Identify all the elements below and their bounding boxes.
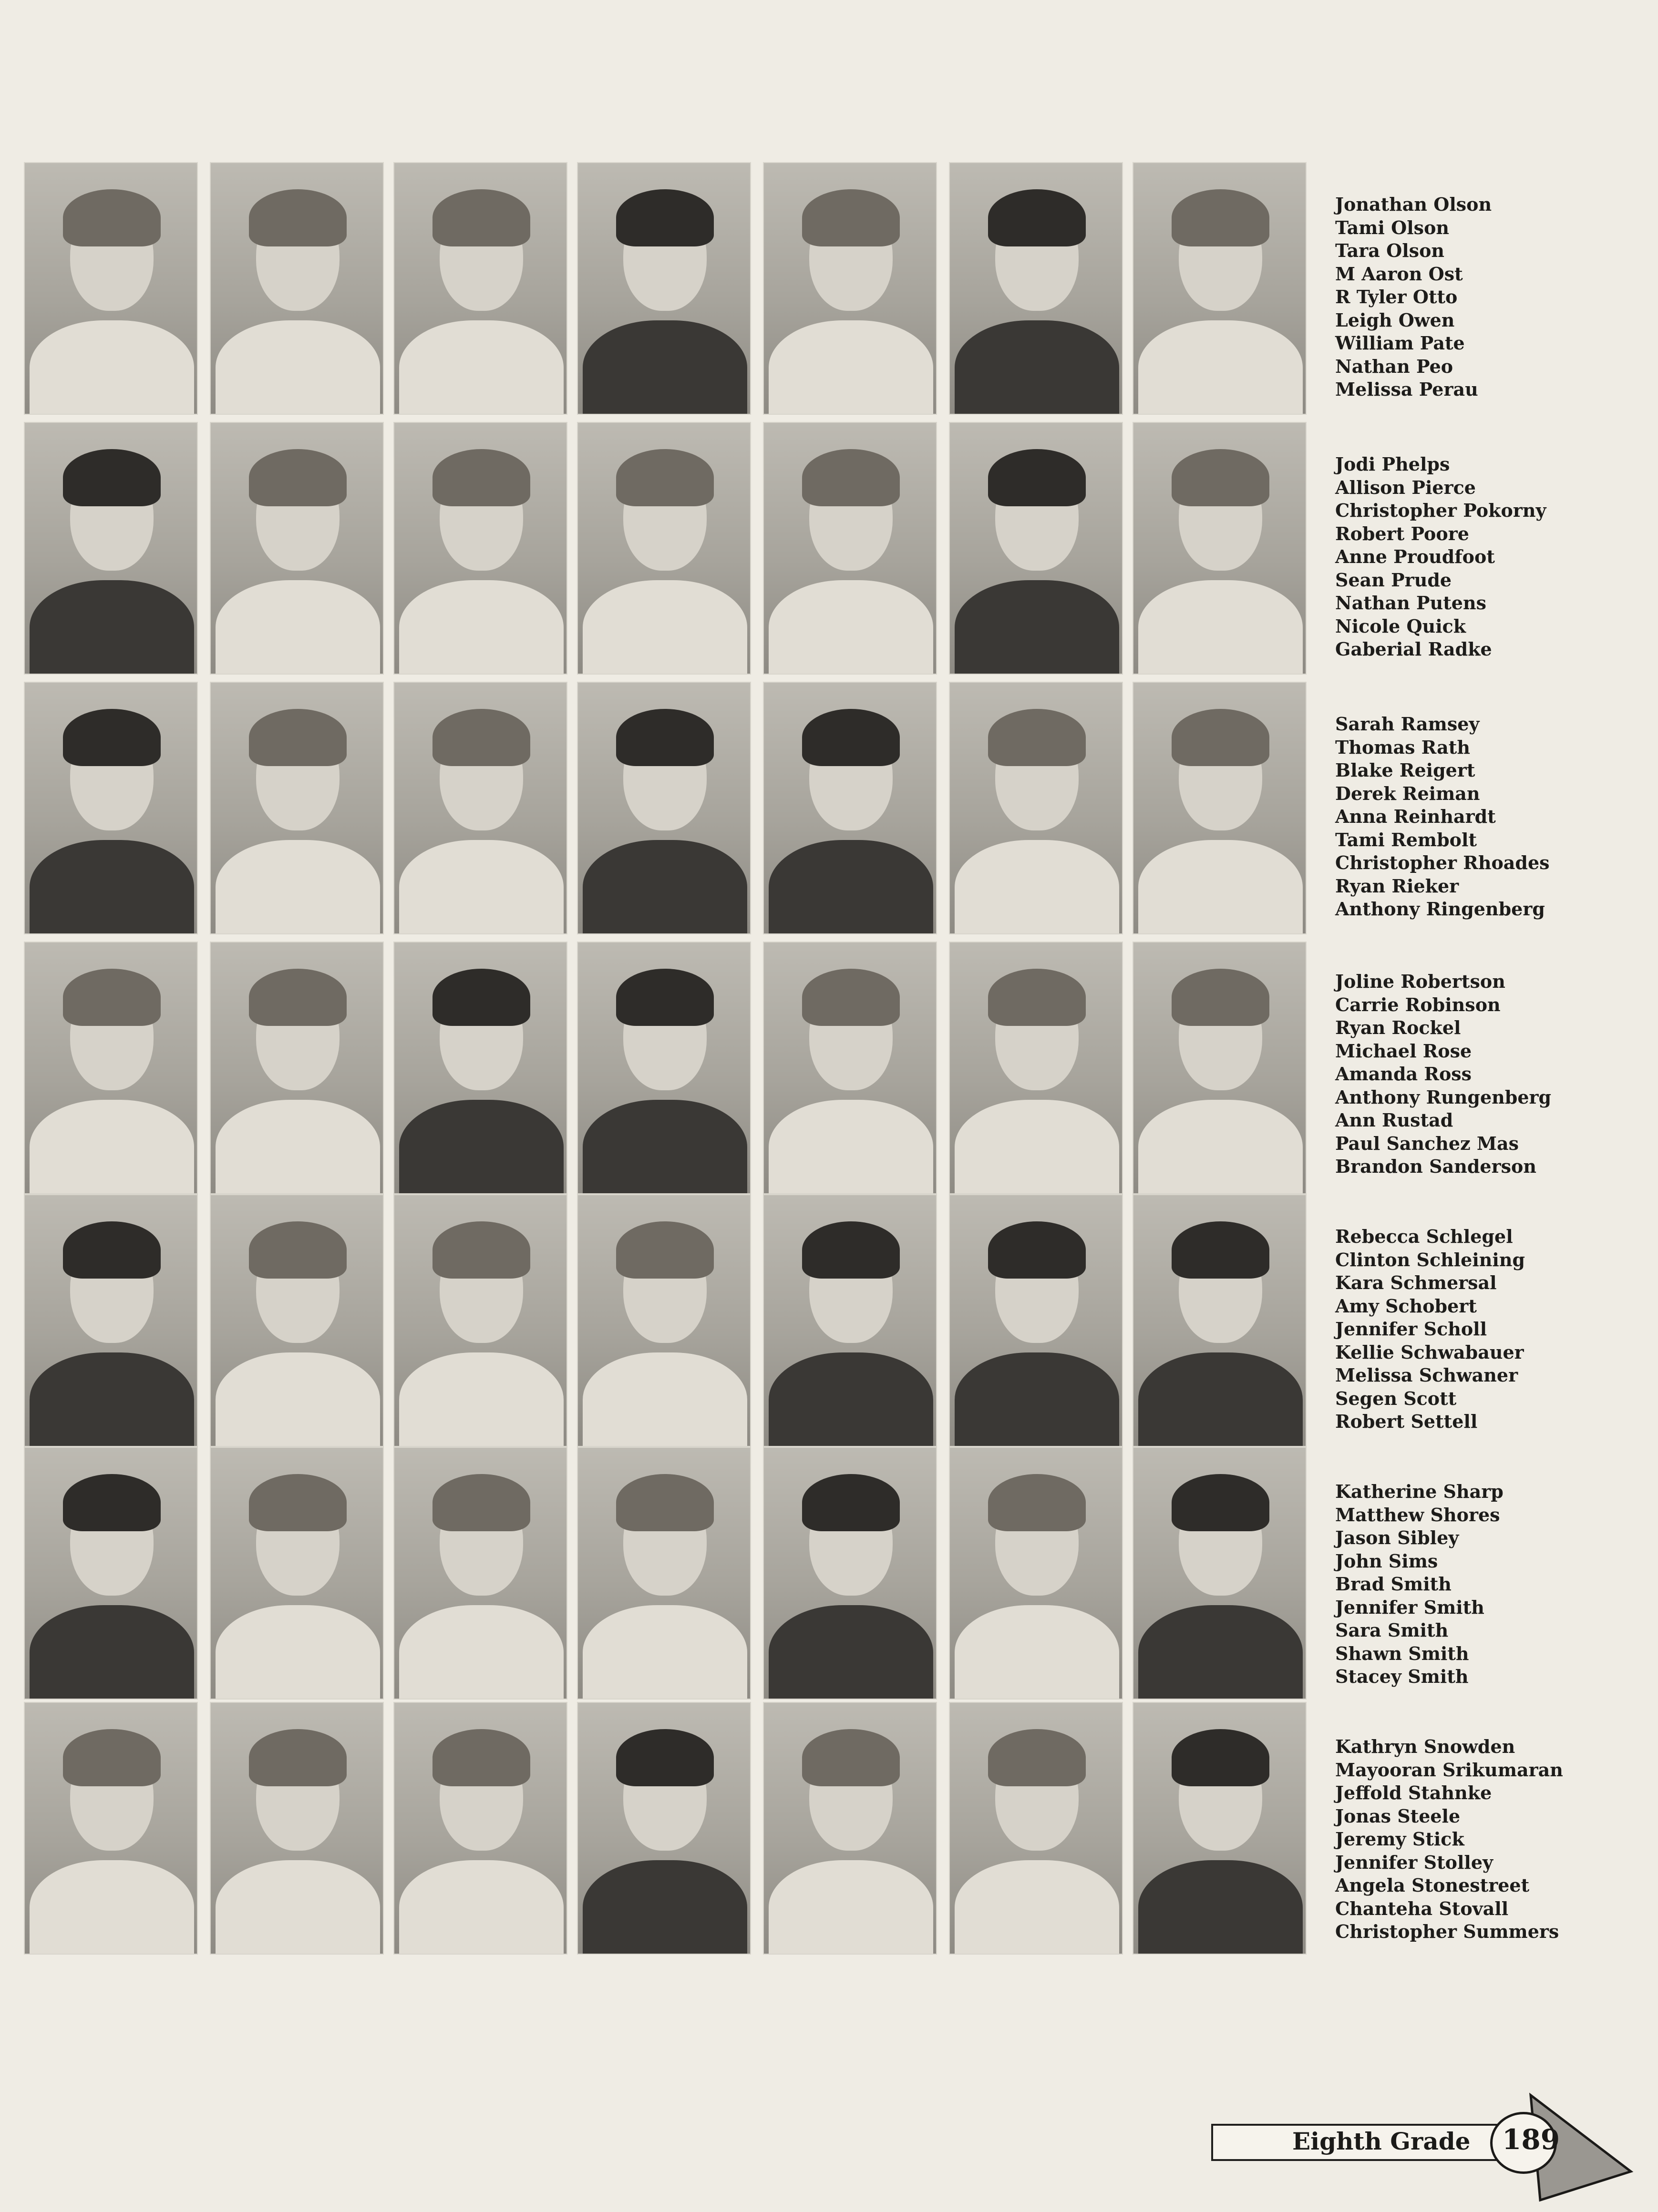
- name-list: [1335, 1225, 1640, 1434]
- portrait-strip: [24, 162, 1335, 415]
- student-portrait: [949, 942, 1123, 1194]
- student-name: Brad Smith: [1335, 1573, 1452, 1595]
- student-portrait: [1133, 1194, 1307, 1447]
- student-portrait: [210, 682, 384, 934]
- student-name: Kathryn Snowden: [1335, 1736, 1515, 1757]
- student-portrait: [949, 1194, 1123, 1447]
- student-name: Chanteha Stovall: [1335, 1897, 1509, 1919]
- student-name: Tami Olson: [1335, 216, 1450, 238]
- student-name: Allison Pierce: [1335, 476, 1476, 498]
- student-name: Jason Sibley: [1335, 1527, 1459, 1548]
- student-portrait: [763, 942, 937, 1194]
- student-name: Melissa Schwaner: [1335, 1364, 1518, 1386]
- student-portrait: [763, 682, 937, 934]
- name-list: [1335, 1480, 1640, 1689]
- student-name: Kara Schmersal: [1335, 1272, 1497, 1293]
- student-portrait: [24, 1194, 198, 1447]
- student-name: Christopher Rhoades: [1335, 852, 1550, 873]
- student-portrait: [577, 682, 751, 934]
- name-list: [1335, 970, 1640, 1178]
- student-name: Katherine Sharp: [1335, 1481, 1504, 1502]
- student-portrait: [577, 1447, 751, 1700]
- student-name: Jeffold Stahnke: [1335, 1782, 1492, 1803]
- student-name: R Tyler Otto: [1335, 286, 1458, 307]
- student-portrait: [763, 162, 937, 415]
- name-list: [1335, 453, 1640, 661]
- portrait-strip: [24, 942, 1335, 1194]
- student-portrait: [1133, 682, 1307, 934]
- student-name: Amy Schobert: [1335, 1295, 1477, 1317]
- student-name: Thomas Rath: [1335, 736, 1470, 758]
- student-name: Ryan Rieker: [1335, 875, 1459, 897]
- student-portrait: [949, 162, 1123, 415]
- student-portrait: [577, 162, 751, 415]
- student-portrait: [24, 942, 198, 1194]
- student-name: Melissa Perau: [1335, 379, 1478, 400]
- student-portrait: [210, 942, 384, 1194]
- student-name: Jennifer Scholl: [1335, 1318, 1487, 1340]
- student-portrait: [763, 422, 937, 675]
- student-name: Jennifer Stolley: [1335, 1851, 1493, 1873]
- student-portrait: [949, 1447, 1123, 1700]
- name-list: [1335, 1735, 1640, 1944]
- student-portrait: [577, 1194, 751, 1447]
- student-portrait: [763, 1447, 937, 1700]
- student-name: Anthony Rungenberg: [1335, 1086, 1552, 1108]
- student-name: William Pate: [1335, 332, 1465, 354]
- student-name: Matthew Shores: [1335, 1504, 1500, 1526]
- student-portrait: [24, 422, 198, 675]
- student-portrait: [577, 422, 751, 675]
- student-name: Robert Settell: [1335, 1411, 1478, 1432]
- name-list: [1335, 193, 1640, 401]
- student-name: Anne Proudfoot: [1335, 546, 1495, 567]
- student-name: Tara Olson: [1335, 240, 1445, 261]
- student-name: M Aaron Ost: [1335, 263, 1463, 285]
- student-portrait: [393, 1702, 567, 1955]
- section-label: Eighth Grade: [1292, 2127, 1471, 2155]
- portrait-strip: [24, 1447, 1335, 1700]
- student-portrait: [393, 422, 567, 675]
- student-name: Rebecca Schlegel: [1335, 1226, 1513, 1247]
- student-name: Nathan Putens: [1335, 592, 1486, 614]
- student-portrait: [1133, 162, 1307, 415]
- student-portrait: [393, 682, 567, 934]
- student-name: Stacey Smith: [1335, 1666, 1469, 1687]
- student-portrait: [763, 1702, 937, 1955]
- student-portrait: [210, 1447, 384, 1700]
- student-name: Angela Stonestreet: [1335, 1874, 1530, 1896]
- student-name: Jennifer Smith: [1335, 1596, 1484, 1618]
- student-portrait: [24, 1702, 198, 1955]
- student-name: Kellie Schwabauer: [1335, 1341, 1524, 1363]
- student-name: Paul Sanchez Mas: [1335, 1132, 1519, 1154]
- student-name: Nicole Quick: [1335, 615, 1466, 637]
- student-portrait: [1133, 942, 1307, 1194]
- name-list: [1335, 713, 1640, 921]
- student-portrait: [577, 1702, 751, 1955]
- student-name: Shawn Smith: [1335, 1642, 1469, 1664]
- student-name: Brandon Sanderson: [1335, 1156, 1536, 1177]
- student-portrait: [210, 162, 384, 415]
- student-name: Clinton Schleining: [1335, 1249, 1525, 1270]
- student-name: Mayooran Srikumaran: [1335, 1759, 1563, 1781]
- student-name: John Sims: [1335, 1550, 1438, 1572]
- portrait-strip: [24, 682, 1335, 934]
- student-name: Michael Rose: [1335, 1040, 1472, 1062]
- student-name: Jeremy Stick: [1335, 1828, 1464, 1850]
- student-name: Carrie Robinson: [1335, 993, 1501, 1015]
- student-name: Joline Robertson: [1335, 971, 1505, 992]
- student-name: Leigh Owen: [1335, 309, 1455, 331]
- student-name: Tami Rembolt: [1335, 829, 1477, 850]
- page-number: 189: [1502, 2123, 1560, 2156]
- student-name: Jodi Phelps: [1335, 453, 1450, 475]
- student-name: Ann Rustad: [1335, 1109, 1453, 1131]
- student-portrait: [949, 682, 1123, 934]
- student-name: Robert Poore: [1335, 522, 1469, 544]
- student-name: Blake Reigert: [1335, 759, 1475, 781]
- student-name: Jonas Steele: [1335, 1805, 1461, 1827]
- student-portrait: [1133, 1702, 1307, 1955]
- student-name: Anthony Ringenberg: [1335, 898, 1545, 920]
- student-name: Anna Reinhardt: [1335, 806, 1496, 827]
- student-name: Christopher Pokorny: [1335, 500, 1546, 521]
- student-name: Segen Scott: [1335, 1387, 1457, 1409]
- student-portrait: [24, 1447, 198, 1700]
- portrait-strip: [24, 1702, 1335, 1955]
- student-name: Ryan Rockel: [1335, 1017, 1461, 1038]
- student-portrait: [393, 1447, 567, 1700]
- student-portrait: [1133, 1447, 1307, 1700]
- student-portrait: [949, 422, 1123, 675]
- student-name: Christopher Summers: [1335, 1921, 1559, 1942]
- student-name: Sarah Ramsey: [1335, 713, 1480, 735]
- student-portrait: [949, 1702, 1123, 1955]
- student-portrait: [210, 1702, 384, 1955]
- student-portrait: [1133, 422, 1307, 675]
- student-name: Derek Reiman: [1335, 782, 1480, 804]
- student-portrait: [210, 1194, 384, 1447]
- student-name: Sara Smith: [1335, 1619, 1449, 1641]
- student-portrait: [763, 1194, 937, 1447]
- student-portrait: [577, 942, 751, 1194]
- student-portrait: [393, 1194, 567, 1447]
- student-portrait: [393, 942, 567, 1194]
- student-portrait: [393, 162, 567, 415]
- student-name: Gaberial Radke: [1335, 638, 1492, 660]
- portrait-strip: [24, 1194, 1335, 1447]
- student-portrait: [24, 682, 198, 934]
- student-portrait: [24, 162, 198, 415]
- student-name: Sean Prude: [1335, 569, 1452, 591]
- student-name: Nathan Peo: [1335, 355, 1453, 377]
- student-portrait: [210, 422, 384, 675]
- student-name: Jonathan Olson: [1335, 194, 1492, 215]
- portrait-strip: [24, 422, 1335, 675]
- student-name: Amanda Ross: [1335, 1063, 1472, 1085]
